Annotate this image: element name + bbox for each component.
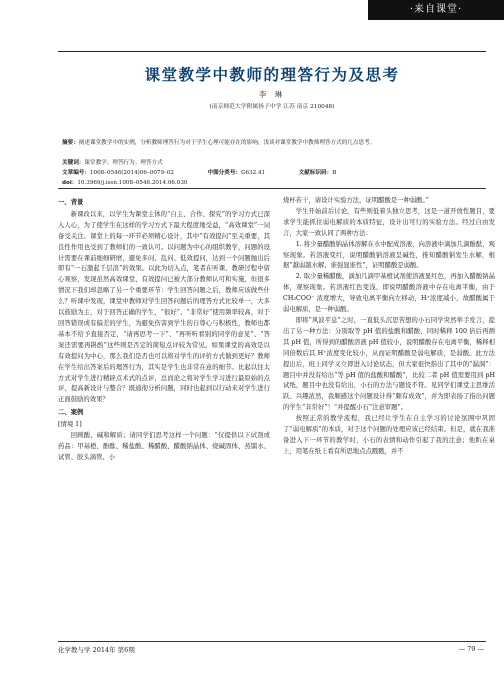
abstract-rule	[58, 188, 486, 189]
footer-rule	[58, 641, 486, 642]
case-label: [情境 1]	[58, 421, 82, 429]
paragraph: 烧杯若干，请设计实验方法，证明醋酸是一种弱酸。”	[283, 197, 429, 204]
section-heading-background: 一、背景	[58, 199, 84, 206]
left-column	[58, 196, 270, 464]
paragraph: 即将“风波平息”之时，一直低头沉思苦想的小石同学突然举手发言，提出了另一种方法：分别取等 pH 值的盐酸和醋酸，同时稀释 100 倍后再测其 pH 值，所得到的醋酸溶液 pH 值较小，说明醋酸存在电离平衡，稀释相同倍数后其 H⁺浓度变化较小，从而证明醋酸是弱电解质，是弱酸。此方法提出后，班上同学又立即进入讨论状态，但大家很快指出了其中的“漏洞”：题目中并没有给出“等 pH 值的盐酸和醋酸”，比较二者 pH 值需要用到 pH 试纸，题目中也没有给出，小石的方法与题设不符。见同学们课堂主思维活跃、兴趣浓然，我顺感这个问题设计得“颇有成效”，并为即表扬了指出问题的学生“非常好”！“并提醒小石”注意审题”。	[283, 316, 495, 412]
section-heading-case: 二、案例	[58, 409, 84, 417]
paragraph: 学生开始前后讨论，有些则低着头独立思考，这是一道开放性题目，要求学生能抓住弱电解质的本质特征，设计出可行的实验方法。经过自由发言，大家一致认同了两种方法：	[283, 207, 495, 237]
paragraph: 按照正常的教学流程，我已经让学生在自主学习的讨论氛围中巩固了“弱电解质”的本质，对于这个问题的处理应该已经结束。但是，就在我准备进入下一环节的教学时，小石的表情和动作引起了我的注意；他趴在桌上，用笔在纸上看有所思地点点戳戳，并不	[283, 415, 495, 455]
clc-label: 中图分类号：	[207, 170, 242, 176]
article-no-label: 文章编号：	[62, 170, 90, 176]
keywords-text: 课堂教学；理答行为；理答方式	[84, 160, 163, 166]
doi: 10.3969/j.issn.1008–0546.2014.06.030	[77, 180, 188, 186]
author-affiliation: (南京师范大学附属扬子中学 江苏 南京 210048)	[209, 104, 335, 110]
article-title: 课堂教学中教师的理答行为及思考	[144, 66, 400, 84]
paragraph: 新课改以来，以学生为课堂主体的“自主、合作、探究”的学习方式已深入人心，为了使学生在这样的学习方式下最大程度地受益，“高效课堂”一词备受关注。课堂上的每一环节必须精心设计，其中“有效提问”至关重要，其良性作用也受到了教师们的一致认可。以问题为中心的组织教学，问题的设计需要在课前细细研磨，避免多问、乱问、低效提问，达到一个问题抛出后即有“一石激起千层浪”的效果。以此为切入点，笔者在听课、教研过程中留心观察，发现虽然高效课堂、有效提问已被大部分教师认可和实施，但很多情况下我们却忽略了另一个重要环节：学生回答问题之后，教师应该做些什么？听课中发现，课堂中教师对学生回答问题后的理答方式比较单一，大多以鼓励为主，对于回答正确的学生，“很好”、“非常好”使用频率较高，对于回答错误或有偏差的学生，为避免伤害到学生的自尊心与积极性，教师也都基本不给予直接否定，“请再思考一下”、“再听听看别的同学的意见”、“答案还需要再斟酌”这些则是否定的简短点评较为常见。如果课堂的高效是以有效提问为中心，那么我们是否也可以将对学生的评价方式做到更好？教师在学生给出答案后的理答行为，其实是学生也非常在意的细节。比起以往太方式对学生进行精辟点术式的点评，总而论之将对学生学习进行最原始的点评、提高新设计与整合？既通彻分析问题，同时也起到以行动来对学生进行正面鼓励的效果？	[58, 210, 270, 404]
doc-code: B	[332, 170, 337, 176]
right-column	[283, 196, 495, 458]
classification-line	[62, 168, 484, 178]
paragraph: 1. 将少量醋酸钠晶体溶解在水中配成溶液，向溶液中滴加几滴酚酞，观察现象。若溶液变红，说明醋酸钠溶液呈碱性，推知醋酸钠发生水解，根据“越弱越水解，谁强显谁性”，证明醋酸是弱酸。	[283, 240, 495, 270]
doc-code-label: 文献标识码：	[298, 170, 333, 176]
doi-label: doi：	[62, 180, 78, 186]
header-rule	[58, 51, 486, 52]
journal-issue: 化学教与学 2014年 第6期	[58, 646, 135, 654]
page-number: — 79 —	[458, 645, 484, 653]
clc-code: G632.41	[241, 170, 266, 176]
keywords-label: 关键词：	[62, 160, 85, 166]
article-no: 1008–0546(2014)06–0079–02	[89, 170, 174, 176]
doi-line	[62, 178, 484, 188]
article-author: 李 琳	[258, 90, 286, 99]
paragraph: 2. 取少量稀醋酸，滴加几滴甲基橙试剂使溶液显红色，再加入醋酸钠晶体，观察现象。若溶液红色变浅，即说明醋酸溶液中存在电离平衡，由于 CH₃COO⁻ 浓度增大，导致电离平衡向左移动，H⁺浓度减小，故醋酸属于弱电解质，是一种弱酸。	[283, 273, 495, 314]
keywords	[62, 158, 484, 168]
abstract-text: 阐述课堂教学中的实例，分析教师理答行为对于学生心理可能存在的影响，浅谈对课堂教学中教师理答方式的几点思考。	[78, 140, 376, 146]
abstract-label: 摘要：	[62, 140, 79, 146]
paragraph: 回顾酸、碱和解质；请同学们思考这样一个问题：“仅提供以下试剂或药品：甲基橙、酚酞、稀盐酸、稀醋酸、醋酸钠晶体、烧碱固体、蒸馏水、试管、胶头滴管、小	[58, 432, 270, 461]
section-banner: ·来自课堂·	[368, 0, 504, 20]
abstract	[62, 138, 484, 148]
